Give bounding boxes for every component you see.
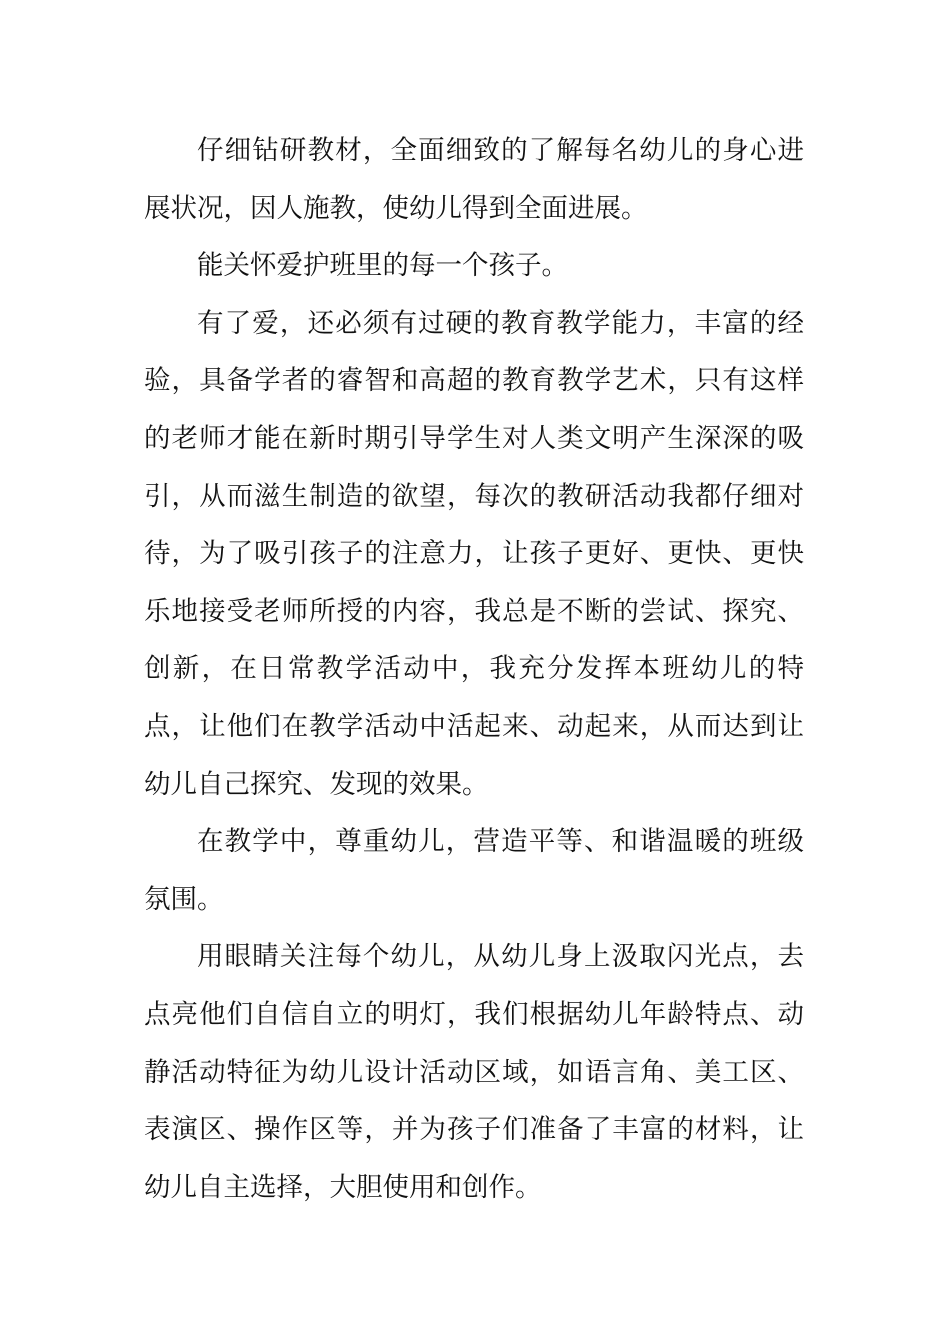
paragraph: 用眼睛关注每个幼儿，从幼儿身上汲取闪光点，去点亮他们自信自立的明灯，我们根据幼儿年龄特点、动静活动特征为幼儿设计活动区域，如语言角、美工区、表演区、操作区等，并为孩子们准备了丰富的材料，让幼儿自主选择，大胆使用和创作。 — [144, 941, 804, 1203]
paragraph: 能关怀爱护班里的每一个孩子。 — [197, 250, 568, 282]
paragraph: 仔细钻研教材，全面细致的了解每名幼儿的身心进展状况，因人施教，使幼儿得到全面进展。 — [144, 135, 804, 224]
paragraph: 有了爱，还必须有过硬的教育教学能力，丰富的经验，具备学者的睿智和高超的教育教学艺术，只有这样的老师才能在新时期引导学生对人类文明产生深深的吸引，从而滋生制造的欲望，每次的教研活动我都仔细对待，为了吸引孩子的注意力，让孩子更好、更快、更快乐地接受老师所授的内容，我总是不断的尝试、探究、创新，在日常教学活动中，我充分发挥本班幼儿的特点，让他们在教学活动中活起来、动起来，从而达到让幼儿自己探究、发现的效果。 — [144, 307, 804, 800]
paragraph: 在教学中，尊重幼儿，营造平等、和谐温暖的班级氛围。 — [144, 826, 804, 915]
document-body — [144, 122, 804, 1216]
